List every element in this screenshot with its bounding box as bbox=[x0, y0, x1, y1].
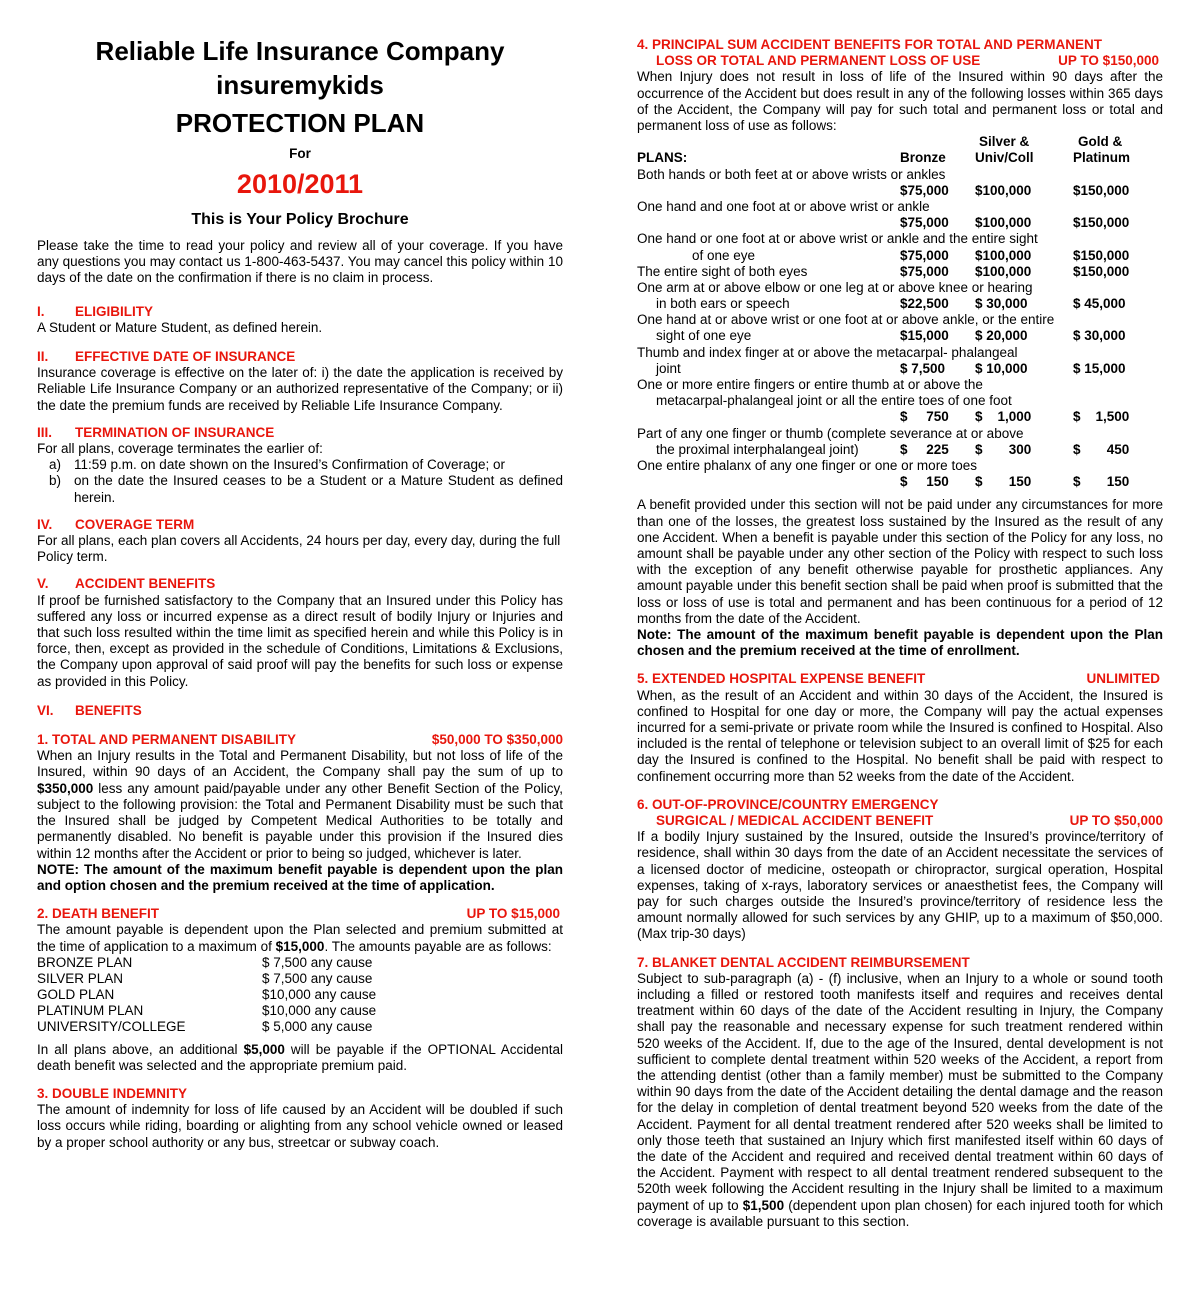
benefit-1-heading: 1. TOTAL AND PERMANENT DISABILITY $50,000 TO $350,000 bbox=[37, 732, 563, 748]
benefit-2-heading: 2. DEATH BENEFIT UP TO $15,000 bbox=[37, 906, 560, 922]
company-title: Reliable Life Insurance Company bbox=[95, 36, 505, 66]
table-row-values: $75,000 $100,000 $150,000 bbox=[900, 215, 1130, 231]
death-plan-row: PLATINUM PLAN $10,000 any cause bbox=[37, 1003, 377, 1019]
benefit-5-text: When, as the result of an Accident and within 30 days of the Accident, the Insured is confined to Hospital for one day or more, the Company will pay the actual expenses incurred for a semi-private or private room while the Insured is confined to Hospital. Also included is the rental of telephone or television subject to an overall limit of $25 for each day the Insured is confined to the Hospital. No benefit shall be paid with respect to confinement occurring more than 52 weeks from the date of the Accident. bbox=[637, 687, 1163, 784]
right-column bbox=[637, 0, 1163, 1230]
section-heading-accident-benefits: V. ACCIDENT BENEFITS bbox=[37, 576, 216, 592]
benefit-5-heading: 5. EXTENDED HOSPITAL EXPENSE BENEFIT UNLIMITED bbox=[637, 671, 1160, 687]
section-heading-eligibility: I. ELIGIBILITY bbox=[37, 303, 154, 319]
plan-title: PROTECTION PLAN bbox=[175, 108, 425, 138]
table-row-desc: Both hands or both feet at or above wrists or ankles bbox=[637, 166, 946, 182]
table-row-values: the proximal interphalangeal joint) $ 225 $ 300 $ 450 bbox=[656, 441, 1130, 457]
coverage-term-text: For all plans, each plan covers all Accidents, 24 hours per day, every day, during the full Policy term. bbox=[37, 533, 561, 565]
benefit-4-note: Note: The amount of the maximum benefit payable is dependent upon the Plan chosen and the premium received at the time of enrollment. bbox=[637, 626, 1163, 659]
benefit-4-heading-line1: 4. PRINCIPAL SUM ACCIDENT BENEFITS FOR TOTAL AND PERMANENT bbox=[637, 37, 1103, 52]
benefit-4-heading-line2: LOSS OR TOTAL AND PERMANENT LOSS OF USE UP TO $150,000 bbox=[656, 53, 1159, 69]
table-row-values: in both ears or speech $22,500 $ 30,000 $ 45,000 bbox=[656, 296, 1126, 312]
table-row-values: sight of one eye $15,000 $ 20,000 $ 30,000 bbox=[656, 328, 1126, 344]
termination-item-b: b) on the date the Insured ceases to be a Student or a Mature Student as defined herein. bbox=[49, 473, 563, 505]
table-row-desc: metacarpal-phalangeal joint or all the entire toes of one foot bbox=[656, 393, 1012, 409]
year-title: 2010/2011 bbox=[236, 169, 364, 199]
table-row-desc: Thumb and index finger at or above the metacarpal- phalangeal bbox=[637, 344, 1018, 360]
benefit-7-heading: 7. BLANKET DENTAL ACCIDENT REIMBURSEMENT bbox=[637, 954, 970, 970]
benefit-4-text: When Injury does not result in loss of life of the Insured within 90 days after the occurrence of the Accident but does result in any of the following losses within 365 days of the Accident, the Company will pay for such total and permanent loss or total and permanent loss of use as follows: bbox=[637, 69, 1163, 134]
benefit-6-heading-line1: 6. OUT-OF-PROVINCE/COUNTRY EMERGENCY bbox=[637, 796, 939, 812]
table-row-desc: Part of any one finger or thumb (complete severance at or above bbox=[637, 425, 1024, 441]
benefit-5-amount: UNLIMITED bbox=[1086, 671, 1160, 687]
benefit-1-text: When an Injury results in the Total and Permanent Disability, but not loss of life of the Insured, within 90 days of an Accident, the Company shall pay the sum of up to $350,000 less any amount paid/payable under any other Benefit Section of the Policy, subject to the following provision: the Total and Permanent Disability must be such that the Insured shall be judged by Competent Medical Authorities to be totally and permanently disabled. No benefit is payable under this provision if the Insured dies within 12 months after the Accident or prior to being so judged, whichever is later. bbox=[37, 748, 563, 861]
death-plan-row: BRONZE PLAN $ 7,500 any cause bbox=[37, 954, 373, 970]
benefit-2-extra: In all plans above, an additional $5,000 will be payable if the OPTIONAL Accidental death benefit was selected and the appropriate premium paid. bbox=[37, 1041, 563, 1073]
benefit-2-text: The amount payable is dependent upon the Plan selected and premium submitted at the time of application to a maximum of $15,000. The amounts payable are as follows: bbox=[37, 922, 563, 954]
table-row-desc: One hand at or above wrist or one foot at or above ankle, or the entire bbox=[637, 312, 1055, 328]
table-row-desc: One arm at or above elbow or one leg at or above knee or hearing bbox=[637, 279, 1033, 295]
benefit-7-text: Subject to sub-paragraph (a) - (f) inclusive, when an Injury to a whole or sound tooth including a filled or restored tooth manifests itself and requires and receives dental treatment within 60 days of the date of the Accident resulting in Injury, the Company shall pay the reasonable and necessary expense for such treatment rendered within 520 weeks of the Accident. If, due to the age of the Insured, dental development is not sufficient to complete dental treatment within 520 weeks of the Accident, a report from the attending dentist (other than a family member) must be submitted to the Company within 90 days from the date of the Accident detailing the dental damage and the reason for the delay in completion of dental treatment beyond 520 weeks from the date of the Accident. Payment for all dental treatment rendered after 520 weeks shall be limited to only those teeth that sustained an Injury which first manifested itself within 60 days of the date of the Accident and required and received dental treatment within 60 days of the Accident. Payment with respect to all dental treatment rendered subsequent to the 520th week following the Accident resulting in the Injury shall be limited to a maximum payment of up to $1,500 (dependent upon plan chosen) for each injured tooth for which coverage is available pursuant to this section. bbox=[637, 970, 1163, 1229]
benefit-6-heading-line2: SURGICAL / MEDICAL ACCIDENT BENEFIT UP TO $50,000 bbox=[656, 813, 1163, 828]
benefit-2-amount: UP TO $15,000 bbox=[466, 906, 560, 922]
section-heading-coverage-term: IV. COVERAGE TERM bbox=[37, 516, 195, 532]
benefit-1-note: NOTE: The amount of the maximum benefit payable is dependent upon the plan and option chosen and the premium received at the time of application. bbox=[37, 861, 563, 893]
section-heading-benefits: VI. BENEFITS bbox=[37, 702, 142, 718]
section-heading-effective-date: II. EFFECTIVE DATE OF INSURANCE bbox=[37, 349, 296, 365]
termination-item-a: a) 11:59 p.m. on date shown on the Insured’s Confirmation of Coverage; or bbox=[49, 457, 506, 473]
table-row-desc: One entire phalanx of any one finger or one or more toes bbox=[637, 457, 977, 473]
left-column bbox=[37, 0, 563, 1151]
table-row-desc: One hand and one foot at or above wrist or ankle bbox=[637, 198, 930, 214]
benefit-4-amount: UP TO $150,000 bbox=[1058, 53, 1159, 69]
benefit-3-text: The amount of indemnity for loss of life caused by an Accident will be doubled if such loss occurs while riding, boarding or alighting from any school vehicle owned or leased by a proper school authority or any bus, streetcar or subway coach. bbox=[37, 1102, 563, 1150]
table-row-values: $ 150 $ 150 $ 150 bbox=[900, 474, 1130, 490]
benefit-6-amount: UP TO $50,000 bbox=[1069, 813, 1163, 828]
table-row-values: joint $ 7,500 $ 10,000 $ 15,000 bbox=[656, 360, 1126, 376]
table-row-desc: One hand or one foot at or above wrist or ankle and the entire sight bbox=[637, 231, 1038, 247]
death-plan-row: UNIVERSITY/COLLEGE $ 5,000 any cause bbox=[37, 1019, 373, 1035]
brochure-subtitle: This is Your Policy Brochure bbox=[191, 211, 409, 228]
table-header-row-2: PLANS: Bronze Univ/Coll Platinum bbox=[637, 150, 1131, 166]
eligibility-text: A Student or Mature Student, as defined herein. bbox=[37, 319, 323, 335]
benefit-3-heading: 3. DOUBLE INDEMNITY bbox=[37, 1086, 188, 1102]
intro-paragraph: Please take the time to read your policy and review all of your coverage. If you have any questions you may contact us 1-800-463-5437. You may cancel this policy within 10 days of the date on the confirmation if there is no claim in process. bbox=[37, 238, 563, 286]
benefit-4-text-2: A benefit provided under this section will not be paid under any circumstances for more than one of the losses, the greatest loss sustained by the Insured as the result of any one Accident. When a benefit is payable under this section of the Policy for any loss, no amount shall be payable under any other section of the Policy with respect to such loss with the exception of any benefit otherwise payable for prosthetic appliances. Any amount payable under this benefit section shall be paid when proof is submitted that the loss or loss of use is total and permanent and has been continuous for a period of 12 months from the date of the Accident. bbox=[637, 497, 1163, 626]
benefit-6-text: If a bodily Injury sustained by the Insured, outside the Insured’s province/territory of residence, shall within 30 days from the date of an Accident necessitate the services of a licensed doctor of medicine, osteopath or chiropractor, surgical operation, Hospital expenses, taking of x-rays, laboratory services or anaesthetist fees, the Company will pay for such charges outside the Insured’s province/territory of residence less the amount normally allowed for such services by any GHIP, up to a maximum of $50,000. (Max trip-30 days) bbox=[637, 829, 1163, 942]
benefit-1-amount: $50,000 TO $350,000 bbox=[431, 732, 563, 748]
death-plan-row: GOLD PLAN $10,000 any cause bbox=[37, 987, 377, 1003]
effective-date-text: Insurance coverage is effective on the later of: i) the date the application is received by Reliable Life Insurance Company or an authorized representative of the Company; or ii) the date the premium funds are received by Reliable Life Insurance Company. bbox=[37, 365, 563, 413]
accident-benefits-text: If proof be furnished satisfactory to the Company that an Insured under this Policy has suffered any loss or incurred expense as a direct result of bodily Injury or Injuries and that such loss resulted within the time limit as specified herein and while this Policy is in force, then, except as provided in the schedule of Conditions, Limitations & Exclusions, the Company upon approval of said proof will pay the benefits for such loss or expense as provided in this Policy. bbox=[37, 592, 563, 689]
death-plan-row: SILVER PLAN $ 7,500 any cause bbox=[37, 970, 373, 986]
for-label: For bbox=[289, 146, 311, 161]
death-benefit-plan-list bbox=[37, 955, 563, 1036]
table-row-values: $75,000 $100,000 $150,000 bbox=[900, 182, 1130, 198]
table-header-row-1: Silver & Gold & bbox=[979, 134, 1123, 150]
principal-sum-table bbox=[637, 134, 1163, 490]
brand-title: insuremykids bbox=[216, 70, 384, 100]
table-row-values: of one eye $75,000 $100,000 $150,000 bbox=[692, 247, 1130, 263]
termination-text: For all plans, coverage terminates the earlier of: bbox=[37, 441, 323, 457]
table-row-values: The entire sight of both eyes $75,000 $100,000 $150,000 bbox=[637, 263, 1130, 279]
table-row-values: $ 750 $ 1,000 $ 1,500 bbox=[900, 409, 1130, 425]
table-row-desc: One or more entire fingers or entire thumb at or above the bbox=[637, 377, 983, 393]
section-heading-termination: III. TERMINATION OF INSURANCE bbox=[37, 424, 275, 440]
